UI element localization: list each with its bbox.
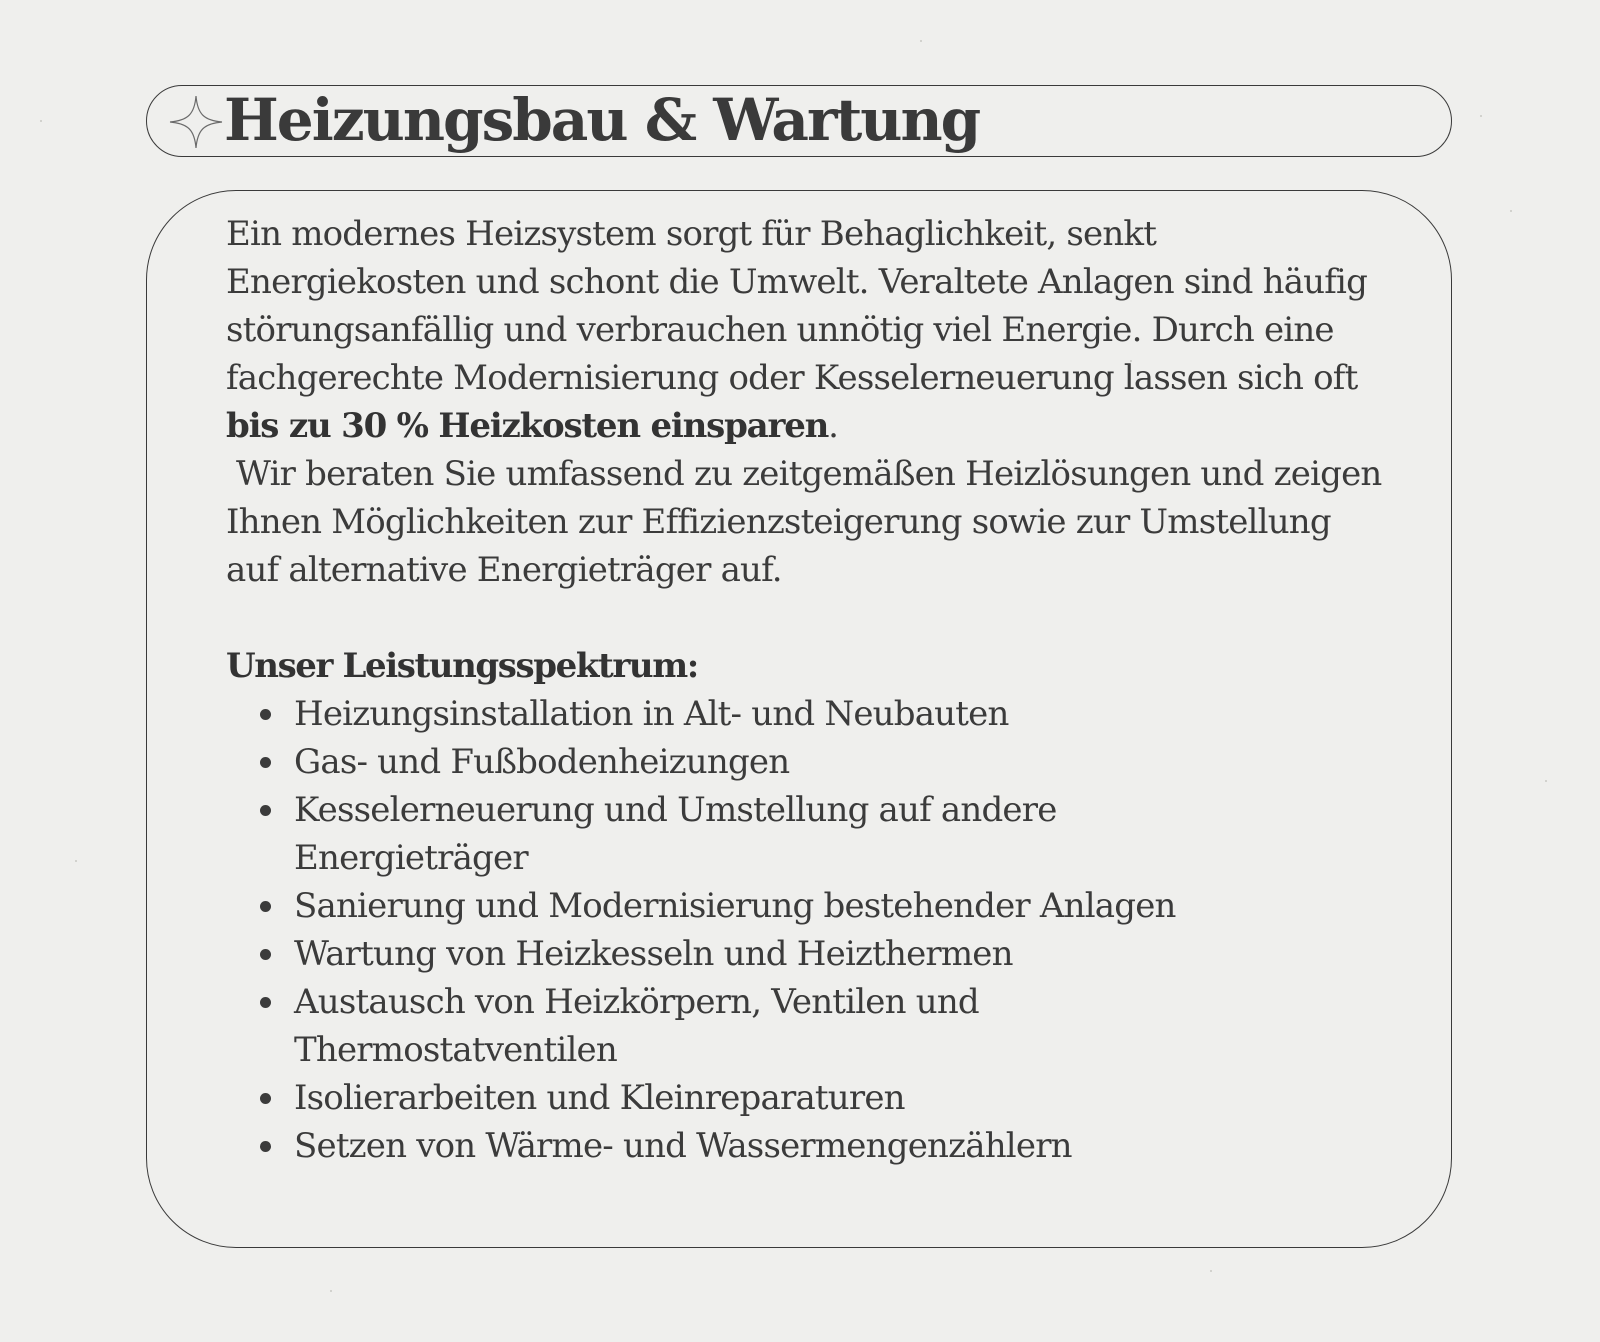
paper-speck xyxy=(1480,115,1482,117)
services-heading: Unser Leistungsspektrum: xyxy=(226,646,698,686)
list-item xyxy=(294,1122,1386,1170)
intro-period: . xyxy=(828,406,839,446)
list-item xyxy=(294,930,1386,978)
list-item-text: Kesselerneuerung und Umstellung auf andere Energieträger xyxy=(294,790,1057,878)
list-item-text: Isolierarbeiten und Kleinreparaturen xyxy=(294,1078,905,1118)
list-item-text: Sanierung und Modernisierung bestehender Anlagen xyxy=(294,886,1176,926)
list-item-text: Heizungsinstallation in Alt- und Neubauten xyxy=(294,694,1009,734)
list-item xyxy=(294,690,1386,738)
list-item-text: Setzen von Wärme- und Wassermengenzählern xyxy=(294,1126,1072,1166)
bullet-icon xyxy=(260,757,271,768)
page-title: Heizungsbau & Wartung xyxy=(224,86,980,154)
services-list xyxy=(226,690,1386,1170)
bullet-icon xyxy=(260,901,271,912)
bullet-icon xyxy=(260,949,271,960)
list-item xyxy=(294,738,1386,786)
intro-paragraph xyxy=(226,210,1386,450)
consulting-paragraph: Wir beraten Sie umfassend zu zeitgemäßen Heizlösungen und zeigen Ihnen Möglichkeiten zur Effizienzsteigerung sowie zur Umstellung auf alternative Energieträger auf. xyxy=(226,454,1392,590)
bullet-icon xyxy=(260,1093,271,1104)
paper-speck xyxy=(1510,210,1512,212)
intro-text: Ein modernes Heizsystem sorgt für Behaglichkeit, senkt Energiekosten und schont die Umwelt. Veraltete Anlagen sind häufig störungsanfällig und verbrauchen unnötig viel Energie. Durch eine fachgerechte Modernisierung oder Kesselerneuerung lassen sich oft xyxy=(226,214,1368,398)
savings-highlight: bis zu 30 % Heizkosten einsparen xyxy=(226,406,829,446)
content-body xyxy=(226,210,1392,1170)
sparkle-icon xyxy=(168,94,224,150)
paper-speck xyxy=(75,860,77,862)
paper-speck xyxy=(1210,1270,1212,1272)
list-item-text: Gas- und Fußbodenheizungen xyxy=(294,742,790,782)
paper-speck xyxy=(1545,780,1547,782)
list-item-text: Austausch von Heizkörpern, Ventilen und Thermostatventilen xyxy=(294,982,979,1070)
list-item-text: Wartung von Heizkesseln und Heizthermen xyxy=(294,934,1013,974)
paper-speck xyxy=(330,1290,332,1292)
bullet-icon xyxy=(260,997,271,1008)
paper-speck xyxy=(920,40,922,42)
list-item xyxy=(294,882,1386,930)
bullet-icon xyxy=(260,1141,271,1152)
paper-speck xyxy=(40,120,42,122)
list-item xyxy=(294,786,1386,882)
list-item xyxy=(294,978,1386,1074)
list-item xyxy=(294,1074,1386,1122)
bullet-icon xyxy=(260,805,271,816)
spacer xyxy=(226,594,1386,642)
bullet-icon xyxy=(260,709,271,720)
